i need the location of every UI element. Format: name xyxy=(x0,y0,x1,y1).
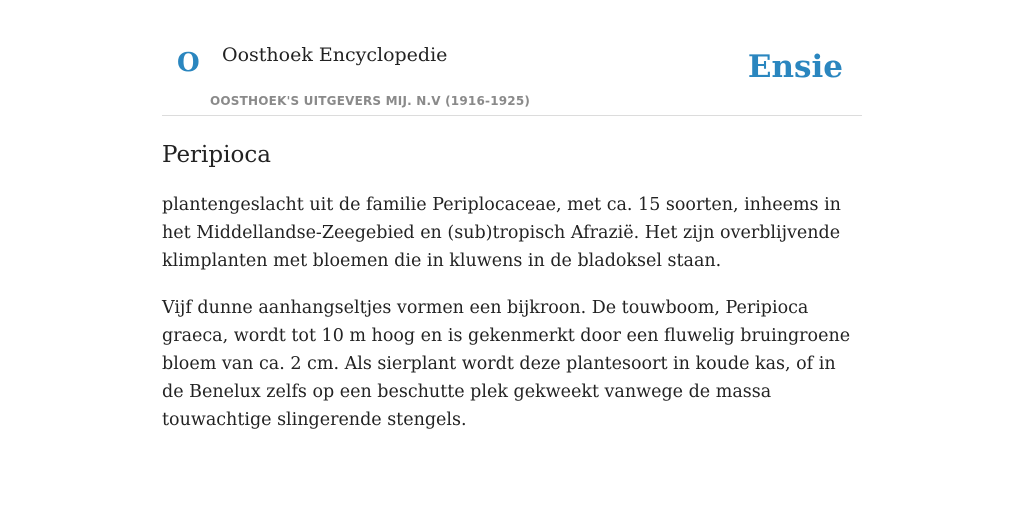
article-paragraph: plantengeslacht uit de familie Periplocaceae, met ca. 15 soorten, inheems in het Middellandse-Zeegebied en (sub)tropisch Afrazië. Het zijn overblijvende klimplanten met bloemen die in kluwens in de bladoksel staan. xyxy=(162,194,841,271)
article-title: Peripioca xyxy=(162,142,271,168)
ensie-brand-link[interactable]: Ensie xyxy=(747,49,843,85)
article-paragraph: Vijf dunne aanhangseltjes vormen een bijkroon. De touwboom, Peripioca graeca, wordt tot 10 m hoog en is gekenmerkt door een fluwelig bruingroene bloem van ca. 2 cm. Als sierplant wordt deze plantesoort in koude kas, of in de Benelux zelfs op een beschutte plek gekweekt vanwege de massa touwachtige slingerende stengels. xyxy=(162,297,851,430)
page xyxy=(162,0,862,434)
publisher-label: OOSTHOEK'S UITGEVERS MIJ. N.V (1916-1925) xyxy=(210,94,531,108)
site-title: Oosthoek Encyclopedie xyxy=(222,44,448,66)
encyclopedia-logo[interactable]: O xyxy=(177,48,200,78)
header xyxy=(162,0,862,116)
article-body xyxy=(162,191,862,434)
